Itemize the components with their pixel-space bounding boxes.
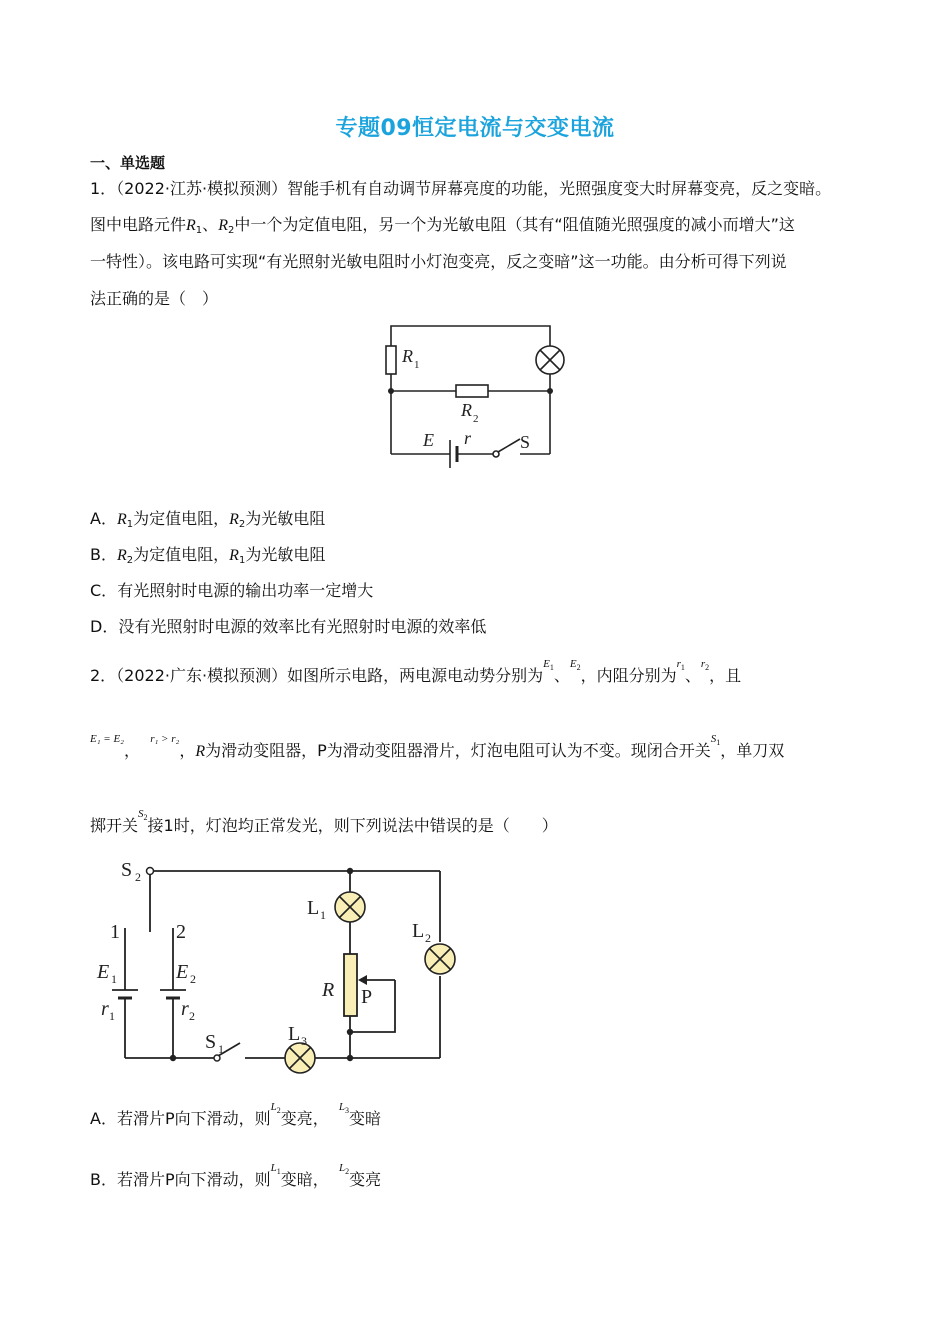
label-terminal-2: 2	[176, 921, 186, 943]
label-e2-sub: 2	[190, 972, 196, 986]
q1-line-4: 法正确的是（ ）	[90, 289, 219, 308]
junction-dot	[347, 868, 353, 874]
label-s2-sub: 2	[135, 870, 141, 884]
label-r1-sub: 1	[109, 1009, 115, 1023]
label-r2: r	[181, 998, 189, 1020]
q2-option-b[interactable]: B．若滑片P向下滑动，则$L_1$变暗， $L_2$变亮	[90, 1162, 382, 1189]
label-s1-sub: 1	[218, 1042, 224, 1056]
label-r1: R	[402, 346, 413, 366]
label-l2-sub: 2	[425, 931, 431, 945]
label-l3-sub: 3	[301, 1034, 307, 1048]
label-s1: S	[205, 1031, 217, 1053]
label-r2-sub: 2	[473, 413, 479, 425]
q1-line-2: 图中电路元件$R_1$、$R_2$中一个为定值电阻，另一个为光敏电阻（其有“阻值随光照强度的减小而增大”这	[90, 215, 795, 236]
q2-line-2: E₁ = E₂， r₁ > r₂，R为滑动变阻器，P为滑动变阻器滑片，灯泡电阻可认为不变。现闭合开关$S_1$，单刀双	[90, 733, 785, 760]
label-r1-sub: 1	[414, 359, 420, 371]
label-l3: L	[288, 1023, 301, 1045]
q1-option-d[interactable]: D．没有光照射时电源的效率比有光照射时电源的效率低	[90, 617, 487, 636]
wire-top	[391, 326, 550, 346]
q1-line-1: 1．（2022·江苏·模拟预测）智能手机有自动调节屏幕亮度的功能，光照强度变大时屏幕变亮，反之变暗。	[90, 179, 832, 198]
rheostat-r	[344, 954, 357, 1016]
label-r: r	[464, 428, 472, 448]
label-terminal-1: 1	[110, 921, 120, 943]
label-l2: L	[412, 920, 425, 942]
label-slider-p: P	[361, 986, 373, 1008]
label-s: S	[520, 432, 531, 452]
resistor-r2	[456, 385, 488, 397]
junction-dot	[347, 1055, 353, 1061]
label-e2: E	[176, 961, 189, 983]
resistor-r1	[386, 346, 396, 374]
q1-option-b[interactable]: B．$R_2$为定值电阻，$R_1$为光敏电阻	[90, 545, 326, 566]
label-r1: r	[101, 998, 109, 1020]
q1-line-3: 一特性）。该电路可实现“有光照射光敏电阻时小灯泡变亮，反之变暗”这一功能。由分析可得下列说	[90, 252, 787, 271]
junction-dot	[388, 388, 394, 394]
q1-circuit-diagram	[370, 318, 580, 480]
label-s2: S	[121, 859, 133, 881]
label-e: E	[423, 430, 434, 450]
q2-circuit-diagram	[90, 850, 460, 1075]
q2-line-3: 掷开关$S_2$接1时，灯泡均正常发光，则下列说法中错误的是（ ）	[90, 808, 558, 835]
switch-s2-pivot	[147, 868, 154, 875]
label-l1-sub: 1	[320, 908, 326, 922]
label-e1-sub: 1	[111, 972, 117, 986]
page-title: 专题09恒定电流与交变电流	[335, 116, 615, 141]
junction-dot	[347, 1029, 353, 1035]
section-heading: 一、单选题	[90, 154, 166, 172]
label-e1: E	[97, 961, 110, 983]
junction-dot	[170, 1055, 176, 1061]
q2-line-1: 2．（2022·广东·模拟预测）如图所示电路，两电源电动势分别为$E_1$、$E_2$，内阻分别为$r_1$、$r_2$，且	[90, 658, 742, 685]
label-r2-sub: 2	[189, 1009, 195, 1023]
q1-option-c[interactable]: C．有光照射时电源的输出功率一定增大	[90, 581, 374, 600]
label-l1: L	[307, 897, 320, 919]
q2-option-a[interactable]: A．若滑片P向下滑动，则$L_2$变亮， $L_3$变暗	[90, 1101, 382, 1128]
switch-s	[498, 439, 520, 452]
label-rheostat: R	[322, 979, 335, 1001]
label-r2: R	[461, 400, 472, 420]
slider-arrow	[358, 975, 367, 985]
junction-dot	[547, 388, 553, 394]
q1-option-a[interactable]: A．$R_1$为定值电阻，$R_2$为光敏电阻	[90, 509, 326, 530]
